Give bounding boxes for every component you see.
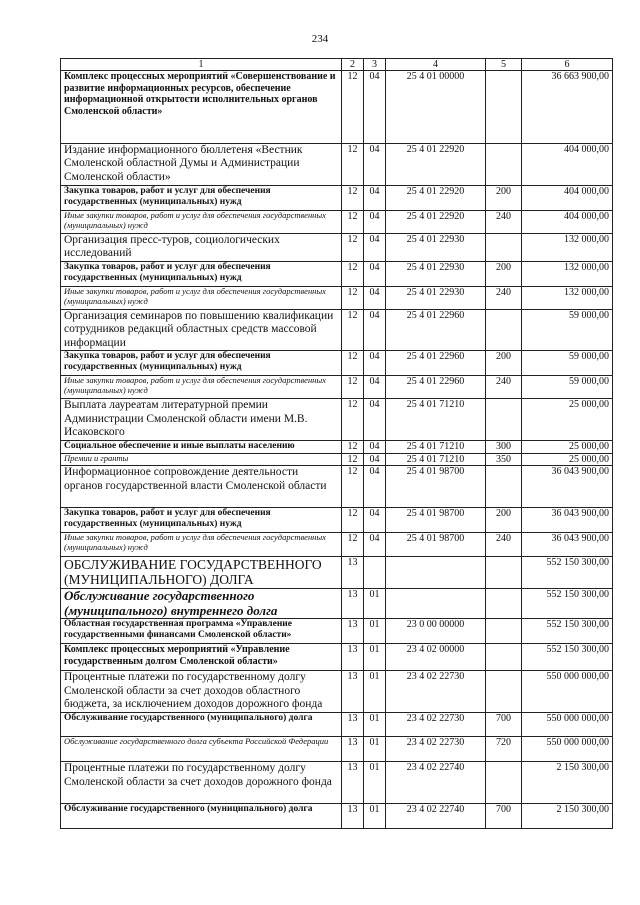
cell-subsection: 01 xyxy=(364,804,386,829)
cell-name: Социальное обеспечение и иные выплаты населению xyxy=(61,441,342,454)
cell-subsection: 04 xyxy=(364,211,386,234)
table-row xyxy=(61,351,613,376)
table-row xyxy=(61,508,613,533)
cell-target-article: 25 4 01 22960 xyxy=(386,376,486,399)
cell-subsection: 04 xyxy=(364,441,386,454)
table-row xyxy=(61,186,613,211)
cell-name: Областная государственная программа «Управление государственными финансами Смоленской области» xyxy=(61,619,342,644)
cell-name: Закупка товаров, работ и услуг для обеспечения государственных (муниципальных) нужд xyxy=(61,262,342,287)
cell-amount: 132 000,00 xyxy=(522,262,613,287)
header-col-name: 1 xyxy=(61,59,342,71)
cell-section: 13 xyxy=(342,588,364,619)
cell-section: 12 xyxy=(342,508,364,533)
cell-target-article: 25 4 01 71210 xyxy=(386,399,486,441)
cell-expense-type xyxy=(486,588,522,619)
cell-subsection: 04 xyxy=(364,533,386,557)
cell-name: Иные закупки товаров, работ и услуг для обеспечения государственных (муниципальных) нужд xyxy=(61,287,342,310)
cell-name: Комплекс процессных мероприятий «Управление государственным долгом Смоленской области» xyxy=(61,644,342,671)
cell-target-article: 23 0 00 00000 xyxy=(386,619,486,644)
cell-amount: 132 000,00 xyxy=(522,287,613,310)
cell-expense-type xyxy=(486,310,522,351)
cell-amount: 550 000 000,00 xyxy=(522,737,613,762)
cell-target-article xyxy=(386,557,486,588)
page-number: 234 xyxy=(311,33,329,45)
cell-amount: 2 150 300,00 xyxy=(522,762,613,804)
cell-expense-type xyxy=(486,762,522,804)
cell-expense-type xyxy=(486,671,522,713)
cell-amount: 25 000,00 xyxy=(522,441,613,454)
cell-target-article: 25 4 01 22960 xyxy=(386,310,486,351)
cell-expense-type: 240 xyxy=(486,287,522,310)
cell-name: Обслуживание государственного (муниципального) долга xyxy=(61,804,342,829)
cell-subsection: 04 xyxy=(364,234,386,262)
cell-amount: 404 000,00 xyxy=(522,144,613,186)
cell-section: 12 xyxy=(342,466,364,508)
cell-subsection: 01 xyxy=(364,713,386,737)
cell-subsection: 04 xyxy=(364,186,386,211)
cell-name: Закупка товаров, работ и услуг для обеспечения государственных (муниципальных) нужд xyxy=(61,508,342,533)
table-row xyxy=(61,619,613,644)
header-col-subsection: 3 xyxy=(364,59,386,71)
cell-target-article: 23 4 02 22730 xyxy=(386,713,486,737)
cell-expense-type: 200 xyxy=(486,262,522,287)
cell-expense-type: 240 xyxy=(486,211,522,234)
cell-expense-type: 200 xyxy=(486,186,522,211)
cell-name: Закупка товаров, работ и услуг для обеспечения государственных (муниципальных) нужд xyxy=(61,186,342,211)
cell-name: Обслуживание государственного (муниципального) долга xyxy=(61,713,342,737)
table-row xyxy=(61,441,613,454)
cell-target-article: 25 4 01 71210 xyxy=(386,441,486,454)
cell-expense-type: 240 xyxy=(486,533,522,557)
cell-name: Премии и гранты xyxy=(61,453,342,466)
cell-section: 12 xyxy=(342,351,364,376)
table-row xyxy=(61,376,613,399)
cell-section: 12 xyxy=(342,441,364,454)
cell-amount: 36 663 900,00 xyxy=(522,71,613,144)
cell-subsection: 04 xyxy=(364,144,386,186)
cell-section: 12 xyxy=(342,234,364,262)
cell-target-article: 23 4 02 22730 xyxy=(386,671,486,713)
cell-expense-type xyxy=(486,399,522,441)
header-col-expense-type: 5 xyxy=(486,59,522,71)
cell-amount: 59 000,00 xyxy=(522,376,613,399)
cell-section: 12 xyxy=(342,211,364,234)
cell-expense-type: 700 xyxy=(486,804,522,829)
cell-expense-type: 700 xyxy=(486,713,522,737)
cell-target-article: 25 4 01 22920 xyxy=(386,144,486,186)
table-row xyxy=(61,804,613,829)
cell-subsection: 01 xyxy=(364,737,386,762)
table-row xyxy=(61,234,613,262)
cell-name: Иные закупки товаров, работ и услуг для обеспечения государственных (муниципальных) нужд xyxy=(61,376,342,399)
cell-target-article: 23 4 02 22740 xyxy=(386,762,486,804)
cell-amount: 550 000 000,00 xyxy=(522,671,613,713)
cell-section: 12 xyxy=(342,144,364,186)
cell-target-article: 25 4 01 22920 xyxy=(386,211,486,234)
cell-expense-type xyxy=(486,466,522,508)
cell-section: 13 xyxy=(342,619,364,644)
cell-subsection: 04 xyxy=(364,376,386,399)
table-row xyxy=(61,557,613,588)
table-row xyxy=(61,713,613,737)
cell-expense-type: 200 xyxy=(486,508,522,533)
cell-target-article: 23 4 02 00000 xyxy=(386,644,486,671)
table-row xyxy=(61,644,613,671)
cell-subsection: 04 xyxy=(364,310,386,351)
cell-section: 12 xyxy=(342,287,364,310)
cell-target-article: 25 4 01 00000 xyxy=(386,71,486,144)
table-row xyxy=(61,671,613,713)
cell-subsection: 04 xyxy=(364,351,386,376)
cell-name: ОБСЛУЖИВАНИЕ ГОСУДАРСТВЕННОГО (МУНИЦИПАЛЬНОГО) ДОЛГА xyxy=(61,557,342,588)
table-row xyxy=(61,588,613,619)
header-col-target-article: 4 xyxy=(386,59,486,71)
table-body xyxy=(61,71,613,829)
cell-name: Закупка товаров, работ и услуг для обеспечения государственных (муниципальных) нужд xyxy=(61,351,342,376)
cell-section: 12 xyxy=(342,262,364,287)
cell-subsection: 01 xyxy=(364,644,386,671)
cell-target-article: 25 4 01 98700 xyxy=(386,466,486,508)
cell-name: Информационное сопровождение деятельности органов государственной власти Смоленской области xyxy=(61,466,342,508)
cell-name: Организация пресс-туров, социологических исследований xyxy=(61,234,342,262)
cell-section: 12 xyxy=(342,71,364,144)
cell-subsection: 04 xyxy=(364,508,386,533)
cell-expense-type xyxy=(486,234,522,262)
table-row xyxy=(61,533,613,557)
cell-expense-type xyxy=(486,71,522,144)
cell-amount: 552 150 300,00 xyxy=(522,588,613,619)
cell-name: Иные закупки товаров, работ и услуг для обеспечения государственных (муниципальных) нужд xyxy=(61,533,342,557)
cell-amount: 404 000,00 xyxy=(522,186,613,211)
cell-target-article: 23 4 02 22730 xyxy=(386,737,486,762)
cell-expense-type xyxy=(486,619,522,644)
cell-name: Обслуживание государственного долга субъекта Российской Федерации xyxy=(61,737,342,762)
cell-expense-type xyxy=(486,144,522,186)
cell-section: 12 xyxy=(342,186,364,211)
cell-target-article: 25 4 01 98700 xyxy=(386,533,486,557)
cell-subsection: 01 xyxy=(364,588,386,619)
cell-amount: 552 150 300,00 xyxy=(522,619,613,644)
cell-amount: 36 043 900,00 xyxy=(522,533,613,557)
cell-amount: 404 000,00 xyxy=(522,211,613,234)
cell-amount: 132 000,00 xyxy=(522,234,613,262)
cell-target-article xyxy=(386,588,486,619)
table-row xyxy=(61,144,613,186)
cell-name: Процентные платежи по государственному долгу Смоленской области за счет доходов областного бюджета, за исключением доходов дорожного фонда xyxy=(61,671,342,713)
cell-expense-type: 240 xyxy=(486,376,522,399)
cell-subsection: 01 xyxy=(364,671,386,713)
cell-section: 13 xyxy=(342,557,364,588)
table-row xyxy=(61,466,613,508)
table-row xyxy=(61,737,613,762)
cell-section: 13 xyxy=(342,713,364,737)
cell-target-article: 25 4 01 71210 xyxy=(386,453,486,466)
cell-section: 13 xyxy=(342,737,364,762)
cell-target-article: 25 4 01 22920 xyxy=(386,186,486,211)
cell-section: 13 xyxy=(342,804,364,829)
cell-subsection: 04 xyxy=(364,466,386,508)
cell-subsection: 04 xyxy=(364,453,386,466)
cell-target-article: 25 4 01 22930 xyxy=(386,262,486,287)
cell-subsection: 04 xyxy=(364,287,386,310)
cell-subsection xyxy=(364,557,386,588)
cell-name: Организация семинаров по повышению квалификации сотрудников редакций областных средств массовой информации xyxy=(61,310,342,351)
cell-subsection: 01 xyxy=(364,762,386,804)
cell-name: Обслуживание государственного (муниципального) внутреннего долга xyxy=(61,588,342,619)
cell-amount: 25 000,00 xyxy=(522,399,613,441)
table-row xyxy=(61,262,613,287)
cell-section: 13 xyxy=(342,762,364,804)
cell-section: 12 xyxy=(342,310,364,351)
header-row xyxy=(61,59,613,71)
cell-expense-type xyxy=(486,644,522,671)
table-row xyxy=(61,762,613,804)
cell-section: 13 xyxy=(342,671,364,713)
cell-subsection: 04 xyxy=(364,71,386,144)
cell-amount: 2 150 300,00 xyxy=(522,804,613,829)
cell-target-article: 25 4 01 98700 xyxy=(386,508,486,533)
table-row xyxy=(61,399,613,441)
cell-expense-type xyxy=(486,557,522,588)
cell-amount: 36 043 900,00 xyxy=(522,508,613,533)
cell-name: Иные закупки товаров, работ и услуг для обеспечения государственных (муниципальных) нужд xyxy=(61,211,342,234)
cell-section: 12 xyxy=(342,533,364,557)
cell-subsection: 01 xyxy=(364,619,386,644)
cell-amount: 552 150 300,00 xyxy=(522,644,613,671)
cell-amount: 552 150 300,00 xyxy=(522,557,613,588)
cell-name: Издание информационного бюллетеня «Вестник Смоленской областной Думы и Администрации Смоленской области» xyxy=(61,144,342,186)
cell-amount: 550 000 000,00 xyxy=(522,713,613,737)
cell-section: 12 xyxy=(342,376,364,399)
header-col-section: 2 xyxy=(342,59,364,71)
cell-expense-type: 350 xyxy=(486,453,522,466)
table-row xyxy=(61,453,613,466)
cell-amount: 59 000,00 xyxy=(522,310,613,351)
cell-name: Выплата лауреатам литературной премии Администрации Смоленской области имени М.В. Исаковского xyxy=(61,399,342,441)
cell-subsection: 04 xyxy=(364,399,386,441)
table-row xyxy=(61,287,613,310)
cell-name: Комплекс процессных мероприятий «Совершенствование и развитие информационных ресурсов, обеспечение информационной открытости исполнительных органов Смоленской области» xyxy=(61,71,342,144)
cell-amount: 59 000,00 xyxy=(522,351,613,376)
cell-target-article: 25 4 01 22930 xyxy=(386,287,486,310)
table-row xyxy=(61,71,613,144)
budget-table xyxy=(60,58,613,829)
header-col-amount: 6 xyxy=(522,59,613,71)
cell-subsection: 04 xyxy=(364,262,386,287)
table-row xyxy=(61,211,613,234)
table-row xyxy=(61,310,613,351)
cell-expense-type: 720 xyxy=(486,737,522,762)
cell-section: 13 xyxy=(342,644,364,671)
cell-target-article: 25 4 01 22930 xyxy=(386,234,486,262)
cell-section: 12 xyxy=(342,399,364,441)
cell-amount: 25 000,00 xyxy=(522,453,613,466)
cell-name: Процентные платежи по государственному долгу Смоленской области за счет доходов дорожного фонда xyxy=(61,762,342,804)
cell-target-article: 25 4 01 22960 xyxy=(386,351,486,376)
cell-expense-type: 300 xyxy=(486,441,522,454)
cell-target-article: 23 4 02 22740 xyxy=(386,804,486,829)
cell-amount: 36 043 900,00 xyxy=(522,466,613,508)
cell-expense-type: 200 xyxy=(486,351,522,376)
cell-section: 12 xyxy=(342,453,364,466)
